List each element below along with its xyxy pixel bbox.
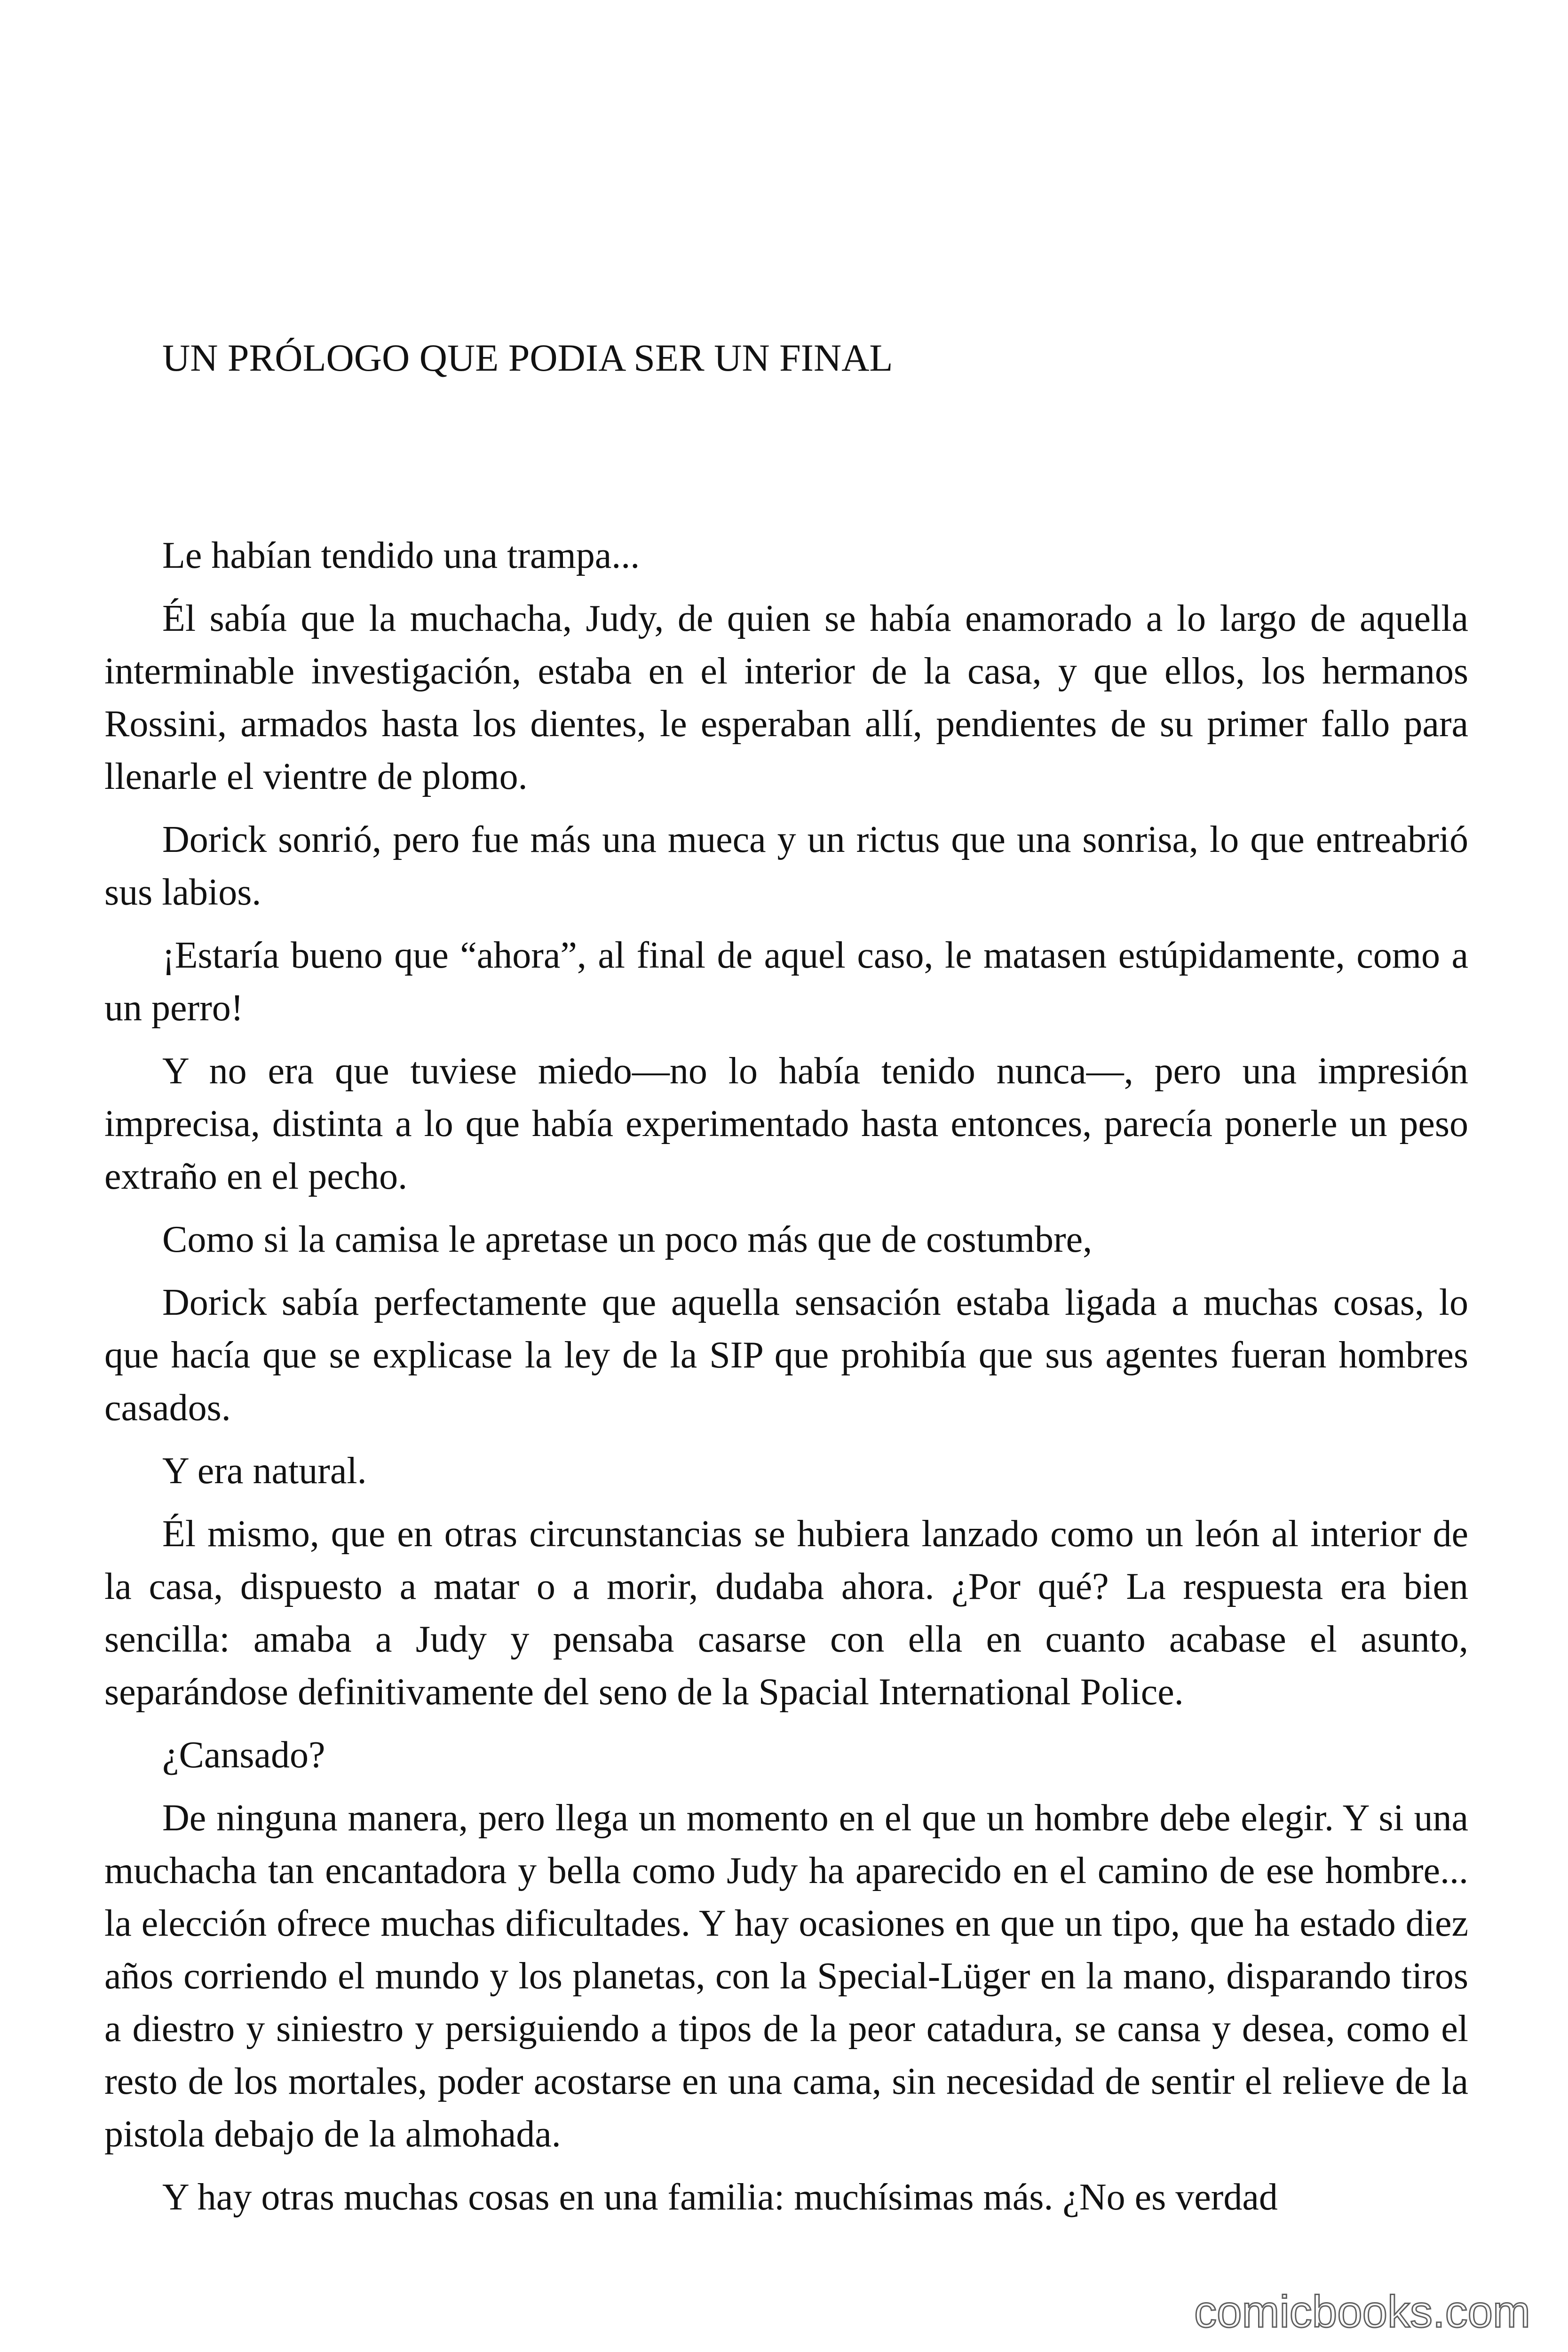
paragraph: De ninguna manera, pero llega un momento en el que un hombre debe elegir. Y si una muchacha tan encantadora y bella como Judy ha aparecido en el camino de ese hombre... la elección ofrece muchas dificultades. Y hay ocasiones en que un tipo, que ha estado diez años corriendo el mundo y los planetas, con la Special-Lüger en la mano, disparando tiros a diestro y siniestro y persiguiendo a tipos de la peor catadura, se cansa y desea, como el resto de los mortales, poder acostarse en una cama, sin necesidad de sentir el relieve de la pistola debajo de la almohada. [104, 1797, 1468, 2155]
paragraph: Como si la camisa le apretase un poco más que de costumbre, [162, 1219, 1093, 1260]
paragraph: ¡Estaría bueno que “ahora”, al final de aquel caso, le matasen estúpidamente, como a un perro! [104, 935, 1468, 1029]
watermark: comicbooks.com [1194, 2287, 1530, 2337]
chapter-title: UN PRÓLOGO QUE PODIA SER UN FINAL [162, 336, 893, 379]
paragraph: Dorick sabía perfectamente que aquella sensación estaba ligada a muchas cosas, lo que hacía que se explicase la ley de la SIP que prohibía que sus agentes fueran hombres casados. [104, 1282, 1468, 1429]
paragraph: Y no era que tuviese miedo—no lo había tenido nunca—, pero una impresión imprecisa, distinta a lo que había experimentado hasta entonces, parecía ponerle un peso extraño en el pecho. [104, 1050, 1468, 1197]
paragraph: Le habían tendido una trampa... [162, 535, 640, 576]
paragraph: Dorick sonrió, pero fue más una mueca y un rictus que una sonrisa, lo que entreabrió sus labios. [104, 819, 1468, 913]
paragraph: ¿Cansado? [162, 1734, 325, 1776]
paragraph: Él mismo, que en otras circunstancias se hubiera lanzado como un león al interior de la casa, dispuesto a matar o a morir, dudaba ahora. ¿Por qué? La respuesta era bien sencilla: amaba a Judy y pensaba casarse con ella en cuanto acabase el asunto, separándose definitivamente del seno de la Spacial International Police. [104, 1513, 1468, 1713]
body-text [104, 529, 1468, 2234]
paragraph: Él sabía que la muchacha, Judy, de quien se había enamorado a lo largo de aquella interminable investigación, estaba en el interior de la casa, y que ellos, los hermanos Rossini, armados hasta los dientes, le esperaban allí, pendientes de su primer fallo para llenarle el vientre de plomo. [104, 598, 1468, 797]
paragraph: Y hay otras muchas cosas en una familia: muchísimas más. ¿No es verdad [162, 2177, 1278, 2218]
paragraph: Y era natural. [162, 1450, 367, 1492]
